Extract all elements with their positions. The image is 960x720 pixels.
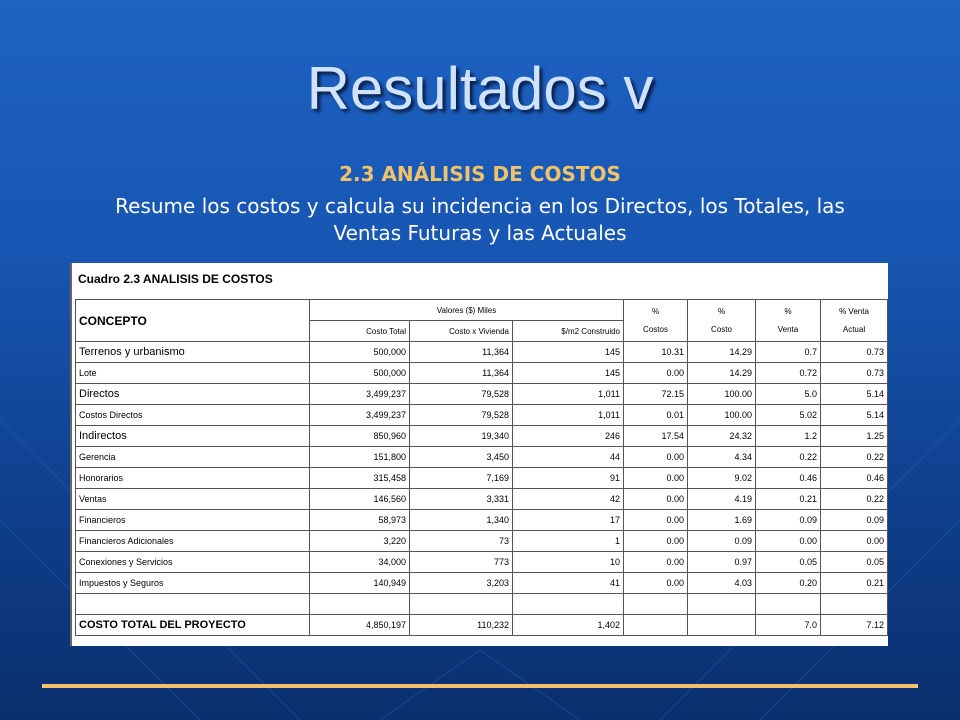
cell-costo-total: 3,220 <box>310 531 410 552</box>
row-concept: Indirectos <box>76 426 310 447</box>
cell-costo-total: 34,000 <box>310 552 410 573</box>
spacer-cell <box>410 594 513 615</box>
cell-m2: 1,011 <box>513 405 624 426</box>
cell-pct-costos: 0.00 <box>624 363 688 384</box>
cell-costo-vivienda: 79,528 <box>410 384 513 405</box>
table-row <box>76 363 888 384</box>
cell-m2: 41 <box>513 573 624 594</box>
cell-costo-vivienda: 3,331 <box>410 489 513 510</box>
cell-pct-venta-actual: 5.14 <box>821 405 888 426</box>
table-row <box>76 426 888 447</box>
table-row <box>76 552 888 573</box>
cell-pct-costos: 0.01 <box>624 405 688 426</box>
table-row <box>76 573 888 594</box>
cell-costo-total: 3,499,237 <box>310 405 410 426</box>
section-description: Resume los costos y calcula su incidencia en los Directos, los Totales, las Ventas Futuras y las Actuales <box>115 194 845 245</box>
cell-pct-venta-actual: 0.73 <box>821 342 888 363</box>
row-concept: Terrenos y urbanismo <box>76 342 310 363</box>
header-costo-total: Costo Total <box>310 321 410 342</box>
total-concept: COSTO TOTAL DEL PROYECTO <box>76 615 310 636</box>
header-pct-costos <box>624 300 688 342</box>
header-costo-vivienda: Costo x Vivienda <box>410 321 513 342</box>
cell-pct-venta: 0.05 <box>756 552 821 573</box>
cell-pct-costo: 24.32 <box>688 426 756 447</box>
header-pct-venta <box>756 300 821 342</box>
cell-pct-costos: 0.00 <box>624 447 688 468</box>
header-pct-costo <box>688 300 756 342</box>
cell-pct-venta: 1.2 <box>756 426 821 447</box>
cell-pct-costo: 4.03 <box>688 573 756 594</box>
section-heading: 2.3 ANÁLISIS DE COSTOS <box>339 162 621 186</box>
table-row <box>76 405 888 426</box>
cell-pct-costo: 14.29 <box>688 342 756 363</box>
table-row <box>76 468 888 489</box>
cell-costo-vivienda: 19,340 <box>410 426 513 447</box>
cell-costo-total: 315,458 <box>310 468 410 489</box>
row-concept: Impuestos y Seguros <box>76 573 310 594</box>
table-row <box>76 447 888 468</box>
cell-pct-costo: 0.09 <box>688 531 756 552</box>
cell-costo-total: 58,973 <box>310 510 410 531</box>
cell-pct-venta-actual: 0.00 <box>821 531 888 552</box>
total-pct-costos <box>624 615 688 636</box>
cell-pct-costo: 14.29 <box>688 363 756 384</box>
cell-costo-vivienda: 73 <box>410 531 513 552</box>
row-concept: Gerencia <box>76 447 310 468</box>
row-concept: Costos Directos <box>76 405 310 426</box>
cell-pct-venta: 0.7 <box>756 342 821 363</box>
row-concept: Lote <box>76 363 310 384</box>
cell-pct-costos: 0.00 <box>624 510 688 531</box>
cell-pct-costo: 1.69 <box>688 510 756 531</box>
cell-costo-vivienda: 11,364 <box>410 363 513 384</box>
total-row <box>76 615 888 636</box>
header-pct-costos-label: Costos <box>643 325 668 334</box>
spacer-cell <box>821 594 888 615</box>
row-concept: Ventas <box>76 489 310 510</box>
cell-costo-vivienda: 7,169 <box>410 468 513 489</box>
header-concept: CONCEPTO <box>76 300 310 342</box>
header-pct-venta-actual-label: Actual <box>842 325 866 334</box>
cell-pct-venta-actual: 0.46 <box>821 468 888 489</box>
cell-pct-costos: 0.00 <box>624 489 688 510</box>
table-caption: Cuadro 2.3 ANALISIS DE COSTOS <box>78 272 273 286</box>
cell-pct-costo: 4.19 <box>688 489 756 510</box>
cell-pct-costo: 0.97 <box>688 552 756 573</box>
row-concept: Honorarios <box>76 468 310 489</box>
header-pct-venta-actual <box>821 300 888 342</box>
cell-pct-venta: 0.09 <box>756 510 821 531</box>
total-pct-venta-actual: 7.12 <box>821 615 888 636</box>
cell-pct-venta: 0.21 <box>756 489 821 510</box>
row-concept: Directos <box>76 384 310 405</box>
header-pct-costos-symbol: % <box>651 307 660 316</box>
cell-pct-venta: 0.00 <box>756 531 821 552</box>
cell-pct-venta: 5.02 <box>756 405 821 426</box>
spacer-cell <box>76 594 310 615</box>
spacer-row <box>76 594 888 615</box>
total-pct-venta: 7.0 <box>756 615 821 636</box>
cell-m2: 44 <box>513 447 624 468</box>
table-body <box>76 342 888 636</box>
cell-pct-venta: 0.20 <box>756 573 821 594</box>
cell-costo-total: 151,800 <box>310 447 410 468</box>
cell-costo-total: 3,499,237 <box>310 384 410 405</box>
total-costo-total: 4,850,197 <box>310 615 410 636</box>
table-row <box>76 342 888 363</box>
header-pct-costo-symbol: % <box>717 307 726 316</box>
cell-costo-total: 500,000 <box>310 342 410 363</box>
spacer-cell <box>310 594 410 615</box>
cell-pct-venta: 0.22 <box>756 447 821 468</box>
cell-pct-venta: 0.72 <box>756 363 821 384</box>
cell-costo-vivienda: 773 <box>410 552 513 573</box>
cell-m2: 145 <box>513 342 624 363</box>
row-concept: Conexiones y Servicios <box>76 552 310 573</box>
cell-costo-vivienda: 3,450 <box>410 447 513 468</box>
table-row <box>76 531 888 552</box>
cell-costo-total: 140,949 <box>310 573 410 594</box>
accent-bar <box>42 684 918 688</box>
cell-pct-costo: 100.00 <box>688 384 756 405</box>
cell-pct-venta-actual: 1.25 <box>821 426 888 447</box>
table-row <box>76 489 888 510</box>
header-row-1 <box>76 300 888 321</box>
cell-costo-vivienda: 1,340 <box>410 510 513 531</box>
table-row <box>76 510 888 531</box>
header-pct-venta-actual-symbol: % Venta <box>839 307 869 316</box>
cell-pct-costos: 17.54 <box>624 426 688 447</box>
cell-m2: 246 <box>513 426 624 447</box>
cell-pct-venta-actual: 0.22 <box>821 489 888 510</box>
cell-pct-costo: 4.34 <box>688 447 756 468</box>
header-pct-costo-label: Costo <box>711 325 732 334</box>
header-m2-construido: $/m2 Construido <box>513 321 624 342</box>
cell-pct-venta-actual: 0.21 <box>821 573 888 594</box>
cell-pct-venta-actual: 5.14 <box>821 384 888 405</box>
cost-analysis-table <box>75 299 888 636</box>
cell-m2: 42 <box>513 489 624 510</box>
total-pct-costo <box>688 615 756 636</box>
cell-costo-vivienda: 79,528 <box>410 405 513 426</box>
cell-costo-vivienda: 11,364 <box>410 342 513 363</box>
cell-pct-costos: 0.00 <box>624 552 688 573</box>
cell-pct-costo: 100.00 <box>688 405 756 426</box>
row-concept: Financieros Adicionales <box>76 531 310 552</box>
cell-costo-total: 500,000 <box>310 363 410 384</box>
cell-pct-venta-actual: 0.09 <box>821 510 888 531</box>
cell-costo-total: 850,960 <box>310 426 410 447</box>
cell-costo-vivienda: 3,203 <box>410 573 513 594</box>
cell-m2: 145 <box>513 363 624 384</box>
cell-pct-costos: 72.15 <box>624 384 688 405</box>
cell-costo-total: 146,560 <box>310 489 410 510</box>
cell-pct-costos: 0.00 <box>624 573 688 594</box>
spacer-cell <box>624 594 688 615</box>
total-m2: 1,402 <box>513 615 624 636</box>
cell-pct-venta: 5.0 <box>756 384 821 405</box>
cell-m2: 17 <box>513 510 624 531</box>
cell-pct-venta-actual: 0.73 <box>821 363 888 384</box>
cell-pct-costos: 0.00 <box>624 468 688 489</box>
cell-pct-costo: 9.02 <box>688 468 756 489</box>
slide-title: Resultados v <box>306 55 654 122</box>
header-values-group: Valores ($) Miles <box>310 300 624 321</box>
cell-m2: 91 <box>513 468 624 489</box>
header-pct-venta-symbol: % <box>784 307 792 316</box>
cell-pct-costos: 0.00 <box>624 531 688 552</box>
spacer-cell <box>513 594 624 615</box>
cell-m2: 10 <box>513 552 624 573</box>
table-row <box>76 384 888 405</box>
cell-pct-venta: 0.46 <box>756 468 821 489</box>
row-concept: Financieros <box>76 510 310 531</box>
cell-m2: 1,011 <box>513 384 624 405</box>
spacer-cell <box>688 594 756 615</box>
total-costo-vivienda: 110,232 <box>410 615 513 636</box>
cell-pct-costos: 10.31 <box>624 342 688 363</box>
cell-pct-venta-actual: 0.05 <box>821 552 888 573</box>
cost-analysis-table-panel <box>70 263 888 646</box>
header-pct-venta-label: Venta <box>777 325 799 334</box>
cell-pct-venta-actual: 0.22 <box>821 447 888 468</box>
spacer-cell <box>756 594 821 615</box>
cell-m2: 1 <box>513 531 624 552</box>
